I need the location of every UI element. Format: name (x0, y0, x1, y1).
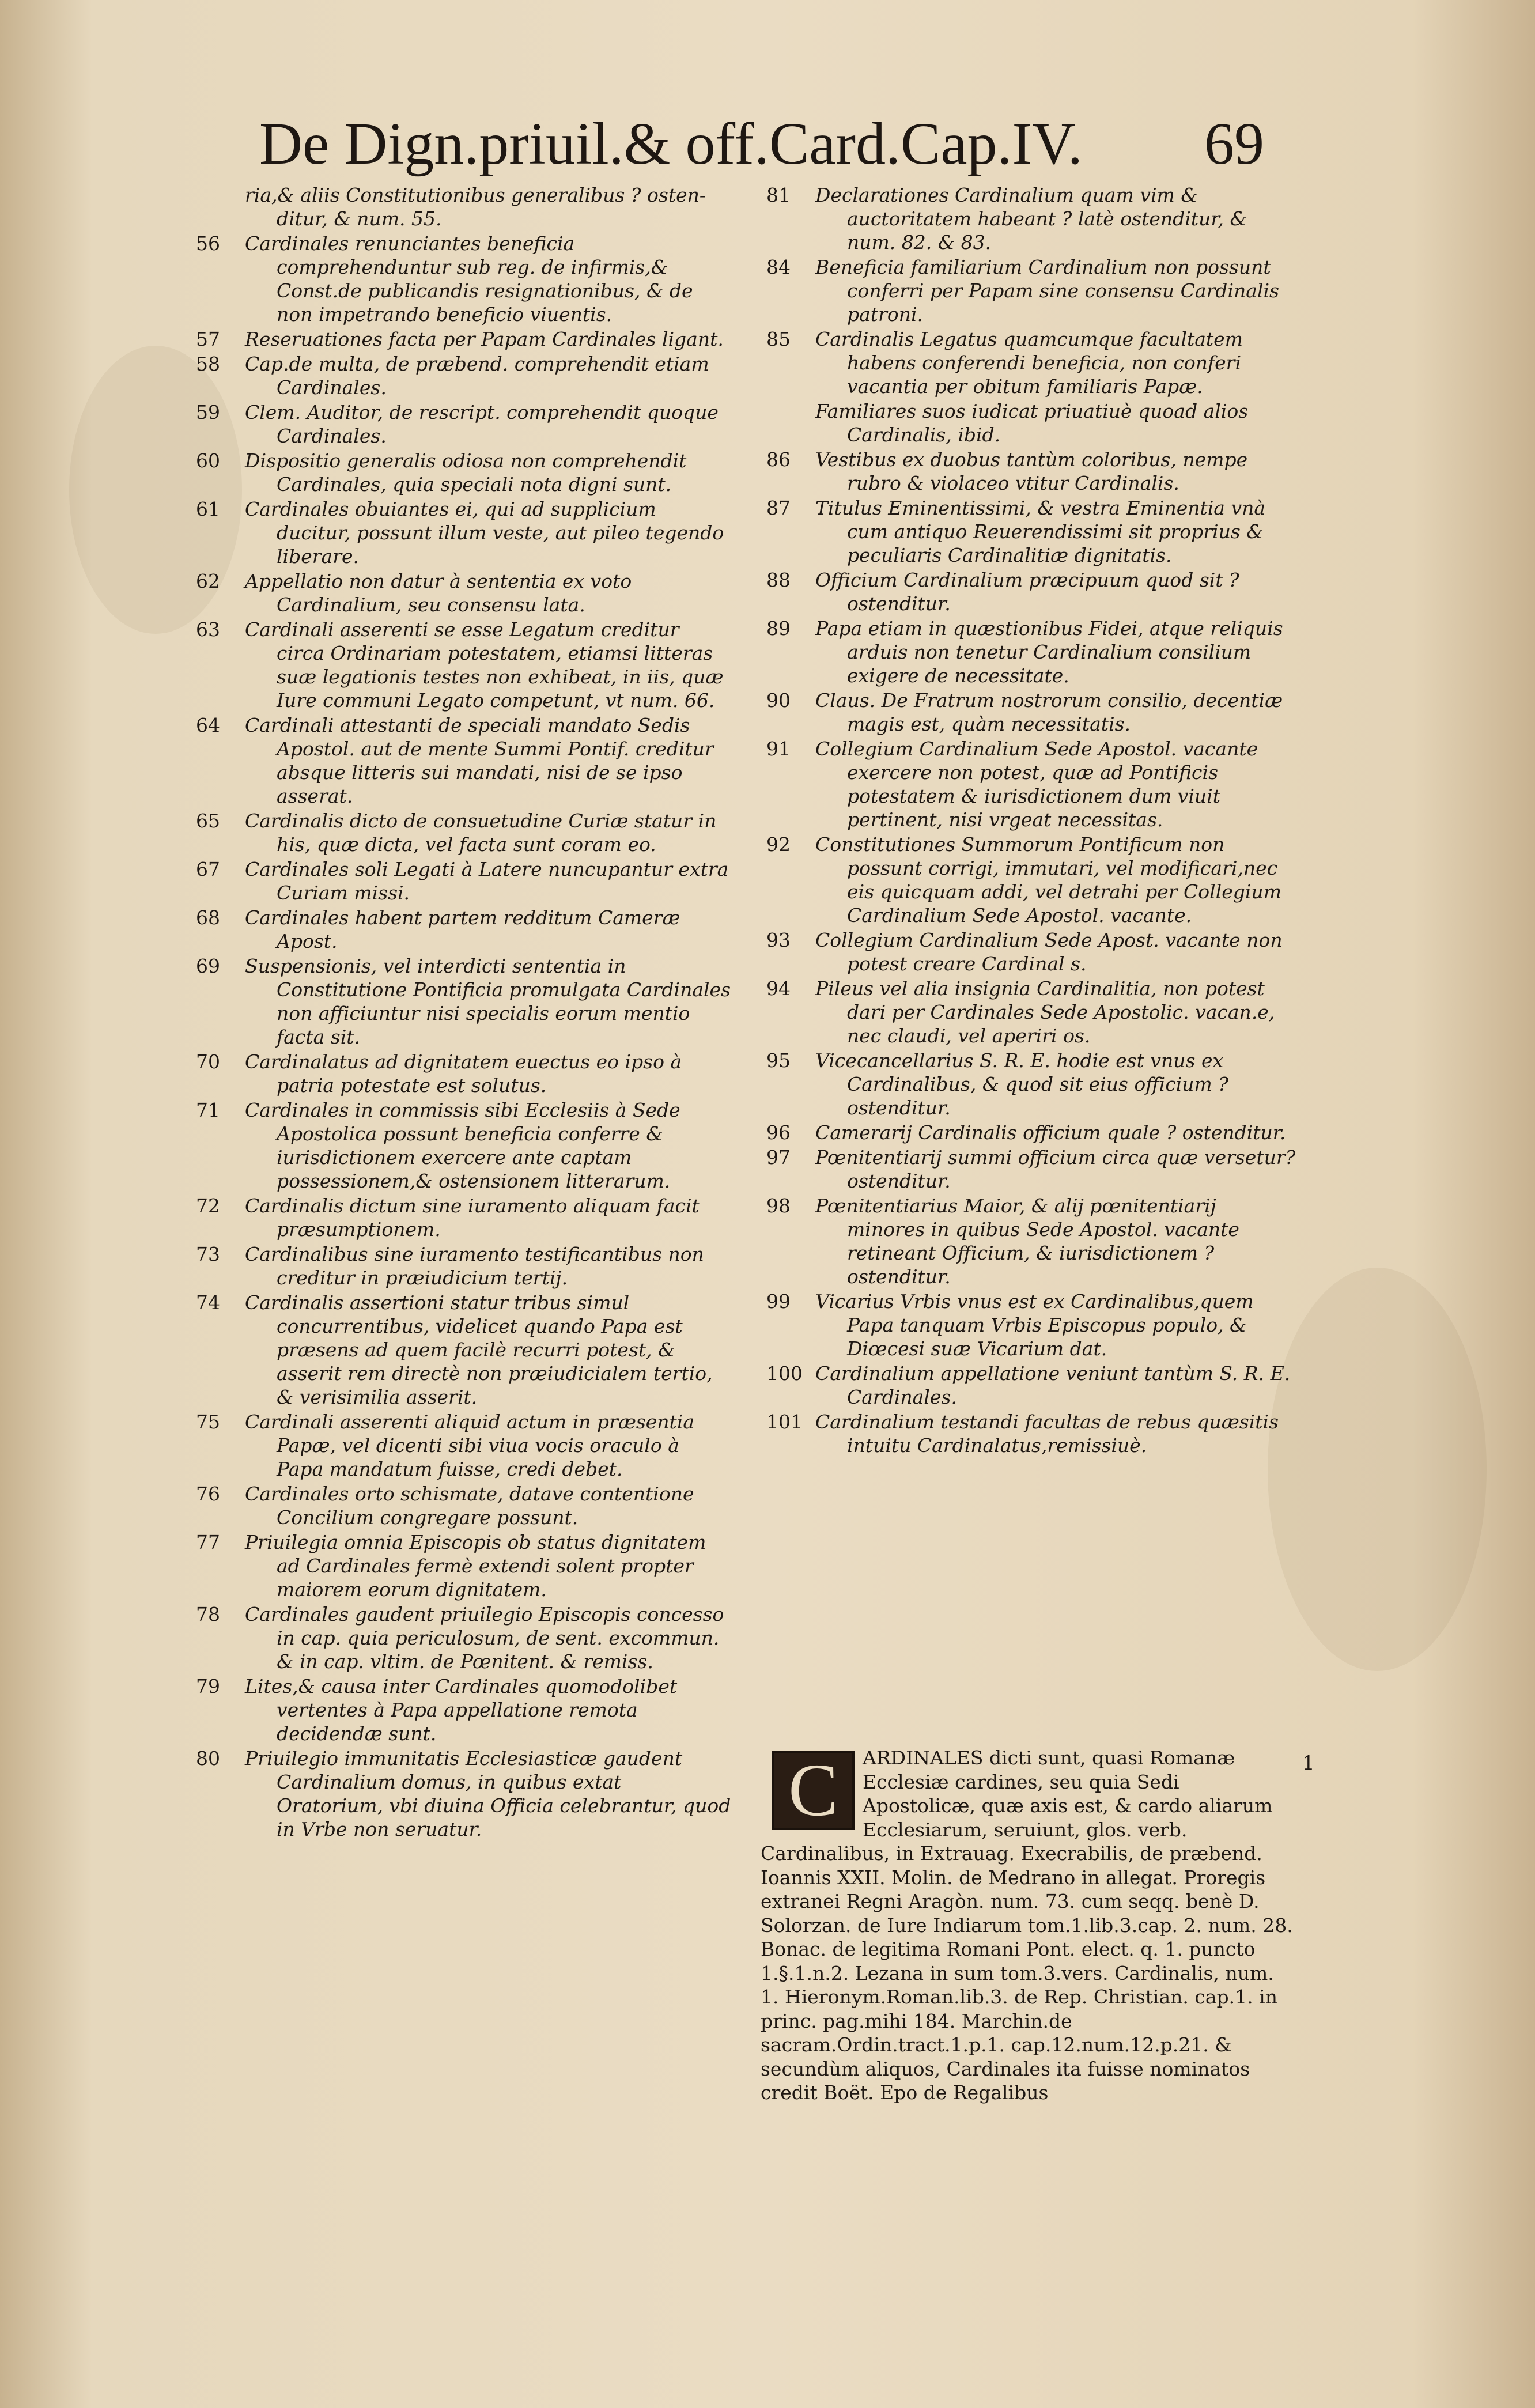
summary-entry (761, 255, 1296, 326)
entry-text: Vicecancellarius S. R. E. hodie est vnus ex Cardinalibus, & quod sit eius officium ? ostenditur. (815, 1049, 1228, 1119)
entry-number: 62 (196, 570, 220, 592)
main-text (761, 1746, 1296, 2105)
entry-text: Claus. De Fratrum nostrorum consilio, decentiæ magis est, quàm necessitatis. (815, 689, 1283, 735)
summary-entry (761, 1146, 1296, 1193)
entry-text: Cardinalatus ad dignitatem euectus eo ipso à patria potestate est solutus. (245, 1050, 682, 1097)
summary-entry (761, 833, 1296, 927)
summary-entry (761, 496, 1296, 567)
entry-number: 77 (196, 1531, 220, 1553)
entry-text: Priuilegio immunitatis Ecclesiasticæ gaudent Cardinalium domus, in quibus extat Oratorium, vbi diuina Officia celebrantur, quod in Vrbe non seruatur. (245, 1747, 731, 1840)
summary-entry (190, 1050, 732, 1097)
entry-number: 57 (196, 328, 220, 350)
entry-number: 99 (766, 1290, 791, 1313)
summary-entry (190, 713, 732, 808)
entry-text: Familiares suos iudicat priuatiuè quoad alios Cardinalis, ibid. (815, 400, 1249, 446)
entry-text: Vicarius Vrbis vnus est ex Cardinalibus,quem Papa tanquam Vrbis Episcopus populo, & Diœcesi suæ Vicarium dat. (815, 1290, 1254, 1360)
entry-text: Dispositio generalis odiosa non comprehendit Cardinales, quia speciali nota digni sunt. (245, 449, 687, 496)
entry-text: Officium Cardinalium præcipuum quod sit ? ostenditur. (815, 569, 1239, 615)
entry-text: Cardinales gaudent priuilegio Episcopis concesso in cap. quia periculosum, de sent. excommun. & in cap. vltim. de Pœnitent. & remiss. (245, 1603, 724, 1673)
entry-text: Cardinales obuiantes ei, qui ad supplicium ducitur, possunt illum veste, aut pileo tegendo liberare. (245, 498, 724, 568)
entry-text: Reseruationes facta per Papam Cardinales ligant. (245, 328, 724, 350)
entry-number: 75 (196, 1411, 220, 1433)
summary-entry (761, 183, 1296, 254)
summary-entry (190, 1747, 732, 1841)
entry-text: Collegium Cardinalium Sede Apostol. vacante exercere non potest, quæ ad Pontificis potestatem & iurisdictionem dum viuit pertinent, nisi vrgeat necessitas. (815, 738, 1258, 831)
entry-text: Appellatio non datur à sententia ex voto Cardinalium, seu consensu lata. (245, 570, 632, 616)
entry-number: 101 (766, 1411, 803, 1433)
summary-entry (190, 618, 732, 712)
entry-number: 97 (766, 1146, 791, 1169)
summary-entry (190, 1242, 732, 1290)
entry-text: Cardinali attestanti de speciali mandato Sedis Apostol. aut de mente Summi Pontif. creditur absque litteris sui mandati, nisi de se ipso asserat. (245, 714, 714, 807)
entry-text: Camerarij Cardinalis officium quale ? ostenditur. (815, 1121, 1286, 1144)
entry-number: 93 (766, 929, 791, 951)
entry-number: 84 (766, 256, 791, 278)
entry-number: 69 (196, 955, 220, 977)
entry-text: Cardinales in commissis sibi Ecclesiis à Sede Apostolica possunt beneficia conferre & iurisdictionem exercere ante captam possessionem,& ostensionem litterarum. (245, 1099, 680, 1192)
summary-entry (190, 352, 732, 399)
entry-number: 63 (196, 618, 220, 641)
entry-number: 78 (196, 1603, 220, 1626)
summary-column-right (761, 183, 1296, 1458)
summary-entry (190, 1291, 732, 1409)
summary-entry (761, 399, 1296, 447)
entry-text: Pœnitentiarius Maior, & alij pœnitentiarij minores in quibus Sede Apostol. vacante retineant Officium, & iurisdictionem ? ostenditur. (815, 1194, 1239, 1288)
running-title: De Dign.priuil.& off.Card.Cap.IV. (259, 111, 1083, 177)
entry-text: Pœnitentiarij summi officium circa quæ versetur? ostenditur. (815, 1146, 1296, 1192)
entry-text: Cardinales renunciantes beneficia comprehenduntur sub reg. de infirmis,& Const.de publicandis resignationibus, & de non impetrando beneficio viuentis. (245, 232, 693, 326)
summary-entry (761, 689, 1296, 736)
entry-number: 61 (196, 498, 220, 520)
summary-entry (190, 232, 732, 326)
entry-number: 81 (766, 184, 791, 206)
entry-text: Cardinalis assertioni statur tribus simul concurrentibus, videlicet quando Papa est præsens ad quem facilè recurri potest, & asserit rem directè non præiudicialem tertio, & verisimilia asserit. (245, 1291, 713, 1408)
entry-number: 67 (196, 858, 220, 880)
summary-entry (761, 448, 1296, 495)
entry-text: Cardinalibus sine iuramento testificantibus non creditur in præiudicium tertij. (245, 1243, 704, 1289)
entry-text: Titulus Eminentissimi, & vestra Eminentia vnà cum antiquo Reuerendissimi sit proprius & peculiaris Cardinalitiæ dignitatis. (815, 497, 1266, 566)
entry-number: 71 (196, 1099, 220, 1121)
entry-number: 56 (196, 232, 220, 255)
entry-text: Cardinali asserenti se esse Legatum creditur circa Ordinariam potestatem, etiamsi litteras suæ legationis testes non exhibeat, in iis, quæ Iure communi Legato competunt, vt num. 66. (245, 618, 724, 712)
entry-number: 90 (766, 689, 791, 712)
entry-number: 88 (766, 569, 791, 591)
summary-entry (190, 497, 732, 568)
entry-text: Declarationes Cardinalium quam vim & auctoritatem habeant ? latè ostenditur, & num. 82. & 83. (815, 184, 1247, 254)
entry-number: 73 (196, 1243, 220, 1265)
entry-number: 80 (196, 1747, 220, 1770)
entry-number: 64 (196, 714, 220, 736)
entry-number: 95 (766, 1049, 791, 1072)
summary-entry (761, 1362, 1296, 1409)
summary-entry (190, 954, 732, 1049)
running-header (259, 109, 1296, 179)
summary-entry (761, 1410, 1296, 1457)
summary-entry (761, 327, 1296, 398)
entry-text: Clem. Auditor, de rescript. comprehendit quoque Cardinales. (245, 401, 719, 447)
summary-entry (761, 617, 1296, 687)
summary-entry (190, 1410, 732, 1481)
entry-number: 58 (196, 353, 220, 375)
entry-text: Beneficia familiarium Cardinalium non possunt conferri per Papam sine consensu Cardinalis patroni. (815, 256, 1279, 326)
entry-text: Cardinalis Legatus quamcumque facultatem habens conferendi beneficia, non conferi vacantia per obitum familiaris Papæ. (815, 328, 1243, 398)
entry-number: 60 (196, 449, 220, 472)
summary-column-left (190, 183, 732, 1842)
entry-text: Suspensionis, vel interdicti sententia in Constitutione Pontificia promulgata Cardinales non afficiuntur nisi specialis eorum mentio facta sit. (245, 955, 731, 1048)
entry-text: Lites,& causa inter Cardinales quomodolibet vertentes à Papa appellatione remota decidendæ sunt. (245, 1675, 678, 1745)
dropcap-initial: C (772, 1751, 855, 1830)
entry-number: 85 (766, 328, 791, 350)
summary-entry (190, 906, 732, 953)
entry-text: Pileus vel alia insignia Cardinalitia, non potest dari per Cardinales Sede Apostolic. vacan.e, nec claudi, vel aperiri os. (815, 977, 1275, 1047)
entry-number: 76 (196, 1483, 220, 1505)
entry-text: Cardinales soli Legati à Latere nuncupantur extra Curiam missi. (245, 858, 729, 904)
entry-number: 92 (766, 833, 791, 856)
summary-entry (190, 327, 732, 351)
summary-entry (761, 1121, 1296, 1144)
summary-entry (190, 449, 732, 496)
entry-number: 87 (766, 497, 791, 519)
entry-number: 59 (196, 401, 220, 424)
summary-entry (190, 809, 732, 856)
entry-number: 96 (766, 1121, 791, 1144)
entry-text: ria,& aliis Constitutionibus generalibus ? osten-ditur, & num. 55. (245, 184, 706, 230)
summary-entry (190, 1194, 732, 1241)
entry-number: 68 (196, 906, 220, 929)
summary-entry (190, 1098, 732, 1193)
entry-text: Cardinalis dicto de consuetudine Curiæ statur in his, quæ dicta, vel facta sunt coram eo. (245, 810, 717, 856)
summary-entry (761, 1194, 1296, 1288)
entry-text: Cardinalis dictum sine iuramento aliquam facit præsumptionem. (245, 1194, 700, 1241)
entry-text: Constitutiones Summorum Pontificum non possunt corrigi, immutari, vel modificari,nec eis quicquam addi, vel detrahi per Collegium Cardinalium Sede Apostol. vacante. (815, 833, 1281, 927)
summary-entry (190, 1674, 732, 1745)
paragraph-text: ARDINALES dicti sunt, quasi Romanæ Ecclesiæ cardines, seu quia Sedi Apostolicæ, quæ axis est, & cardo aliarum Ecclesiarum, seruiunt, glos. verb. Cardinalibus, in Extrauag. Execrabilis, de præbend. Ioannis XXII. Molin. de Medrano in allegat. Proregis extranei Regni Aragòn. num. 73. cum seqq. benè D. Solorzan. de Iure Indiarum tom.1.lib.3.cap. 2. num. 28. Bonac. de legitima Romani Pont. elect. q. 1. puncto 1.§.1.n.2. Lezana in sum tom.3.vers. Cardinalis, num. 1. Hieronym.Roman.lib.3. de Rep. Christian. cap.1. in princ. pag.mihi 184. Marchin.de sacram.Ordin.tract.1.p.1. cap.12.num.12.p.21. & secundùm aliquos, Cardinales ita fuisse nominatos credit Boët. Epo de Regalibus (761, 1747, 1293, 2104)
entry-number: 91 (766, 738, 791, 760)
entry-text: Vestibus ex duobus tantùm coloribus, nempe rubro & violaceo vtitur Cardinalis. (815, 448, 1248, 494)
entry-text: Cardinales habent partem redditum Cameræ Apost. (245, 906, 680, 952)
entry-number: 98 (766, 1194, 791, 1217)
summary-entry (761, 737, 1296, 831)
summary-entry (190, 857, 732, 905)
entry-text: Cardinales orto schismate, datave contentione Concilium congregare possunt. (245, 1483, 694, 1529)
summary-entry (761, 1049, 1296, 1120)
entry-text: Cardinalium appellatione veniunt tantùm S. R. E. Cardinales. (815, 1362, 1291, 1408)
entry-text: Cardinali asserenti aliquid actum in præsentia Papæ, vel dicenti sibi viua vocis oraculo à Papa mandatum fuisse, credi debet. (245, 1411, 695, 1480)
summary-entry (190, 1530, 732, 1601)
entry-number: 89 (766, 617, 791, 640)
page-number: 69 (1204, 111, 1264, 177)
margin-number: 1 (1302, 1752, 1315, 1775)
entry-text: Priuilegia omnia Episcopis ob status dignitatem ad Cardinales fermè extendi solent propter maiorem eorum dignitatem. (245, 1531, 706, 1601)
summary-entry (761, 568, 1296, 615)
summary-entry (761, 1290, 1296, 1360)
summary-entry (190, 183, 732, 230)
entry-text: Cap.de multa, de præbend. comprehendit etiam Cardinales. (245, 353, 709, 399)
entry-number: 94 (766, 977, 791, 1000)
entry-number: 65 (196, 810, 220, 832)
summary-entry (190, 400, 732, 448)
entry-number: 70 (196, 1050, 220, 1073)
entry-number: 86 (766, 448, 791, 471)
entry-number: 72 (196, 1194, 220, 1217)
summary-entry (761, 977, 1296, 1048)
paper-stain (1268, 1268, 1487, 1671)
entry-number: 79 (196, 1675, 220, 1698)
entry-text: Collegium Cardinalium Sede Apost. vacante non potest creare Cardinal s. (815, 929, 1283, 975)
entry-number: 74 (196, 1291, 220, 1314)
summary-entry (761, 928, 1296, 976)
summary-entry (190, 569, 732, 617)
entry-text: Papa etiam in quæstionibus Fidei, atque reliquis arduis non tenetur Cardinalium consilium exigere de necessitate. (815, 617, 1283, 687)
entry-number: 100 (766, 1362, 803, 1385)
summary-entry (190, 1482, 732, 1529)
summary-entry (190, 1602, 732, 1673)
entry-text: Cardinalium testandi facultas de rebus quæsitis intuitu Cardinalatus,remissiuè. (815, 1411, 1279, 1457)
